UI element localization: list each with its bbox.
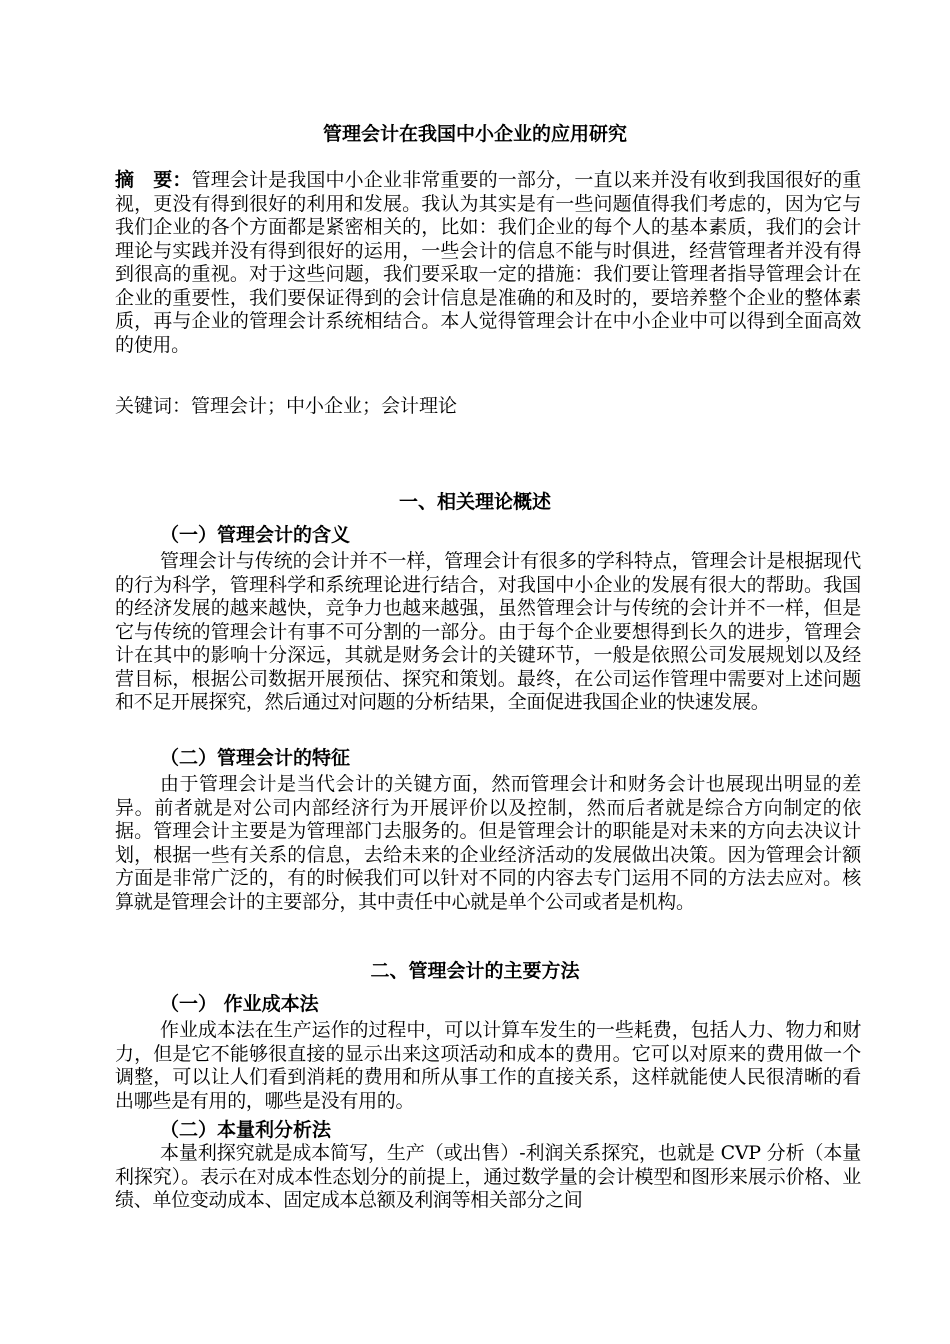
abstract — [115, 169, 861, 357]
paragraph-2-2 — [115, 1142, 861, 1213]
section-heading-1: 一、相关理论概述 — [398, 491, 551, 513]
paragraph-text: 本量利探究就是成本简写，生产（或出售）-利润关系探究，也就是 CVP 分析（本量利探究）。表示在对成本性态划分的前提上，通过数学量的会计模型和图形来展示价格、业绩、单位变动成本、固定成本总额及利润等相关部分之间 — [115, 1142, 861, 1211]
sub-heading-1-2: （二）管理会计的特征 — [160, 747, 351, 769]
keywords: 关键词：管理会计；中小企业；会计理论 — [115, 395, 458, 417]
paragraph-1-1 — [115, 550, 861, 715]
document-title: 管理会计在我国中小企业的应用研究 — [322, 123, 627, 145]
section-heading-2: 二、管理会计的主要方法 — [370, 960, 580, 982]
sub-heading-1-1: （一）管理会计的含义 — [160, 524, 351, 546]
abstract-label: 摘 要： — [115, 169, 192, 191]
paragraph-text: 作业成本法在生产运作的过程中，可以计算车发生的一些耗费，包括人力、物力和财力，但是它不能够很直接的显示出来这项活动和成本的费用。它可以对原来的费用做一个调整，可以让人们看到消耗的费用和所从事工作的直接关系，这样就能使人民很清晰的看出哪些是有用的，哪些是没有用的。 — [115, 1019, 861, 1112]
sub-heading-2-2: （二）本量利分析法 — [160, 1119, 332, 1141]
abstract-text: 管理会计是我国中小企业非常重要的一部分，一直以来并没有收到我国很好的重视，更没有得到很好的利用和发展。我认为其实是有一些问题值得我们考虑的，因为它与我们企业的各个方面都是紧密相关的，比如：我们企业的每个人的基本素质，我们的会计理论与实践并没有得到很好的运用，一些会计的信息不能与时俱进，经营管理者并没有得到很高的重视。对于这些问题，我们要采取一定的措施：我们要让管理者指导管理会计在企业的重要性，我们要保证得到的会计信息是准确的和及时的，要培养整个企业的整体素质，再与企业的管理会计系统相结合。本人觉得管理会计在中小企业中可以得到全面高效的使用。 — [115, 169, 861, 356]
sub-heading-2-1: （一） 作业成本法 — [160, 993, 319, 1015]
paragraph-text: 管理会计与传统的会计并不一样，管理会计有很多的学科特点，管理会计是根据现代的行为科学，管理科学和系统理论进行结合，对我国中小企业的发展有很大的帮助。我国的经济发展的越来越快，竞争力也越来越强，虽然管理会计与传统的会计并不一样，但是它与传统的管理会计有事不可分割的一部分。由于每个企业要想得到长久的进步，管理会计在其中的影响十分深远，其就是财务会计的关键环节，一般是依照公司发展规划以及经营目标，根据公司数据开展预估、探究和策划。最终，在公司运作管理中需要对上述问题和不足开展探究，然后通过对问题的分析结果，全面促进我国企业的快速发展。 — [115, 550, 861, 713]
paragraph-2-1 — [115, 1019, 861, 1113]
paragraph-text: 由于管理会计是当代会计的关键方面，然而管理会计和财务会计也展现出明显的差异。前者就是对公司内部经济行为开展评价以及控制，然而后者就是综合方向制定的依据。管理会计主要是为管理部门去服务的。但是管理会计的职能是对未来的方向去决议计划，根据一些有关系的信息，去给未来的企业经济活动的发展做出决策。因为管理会计额方面是非常广泛的，有的时候我们可以针对不同的内容去专门运用不同的方法去应对。核算就是管理会计的主要部分，其中责任中心就是单个公司或者是机构。 — [115, 773, 861, 913]
paragraph-1-2 — [115, 773, 861, 914]
